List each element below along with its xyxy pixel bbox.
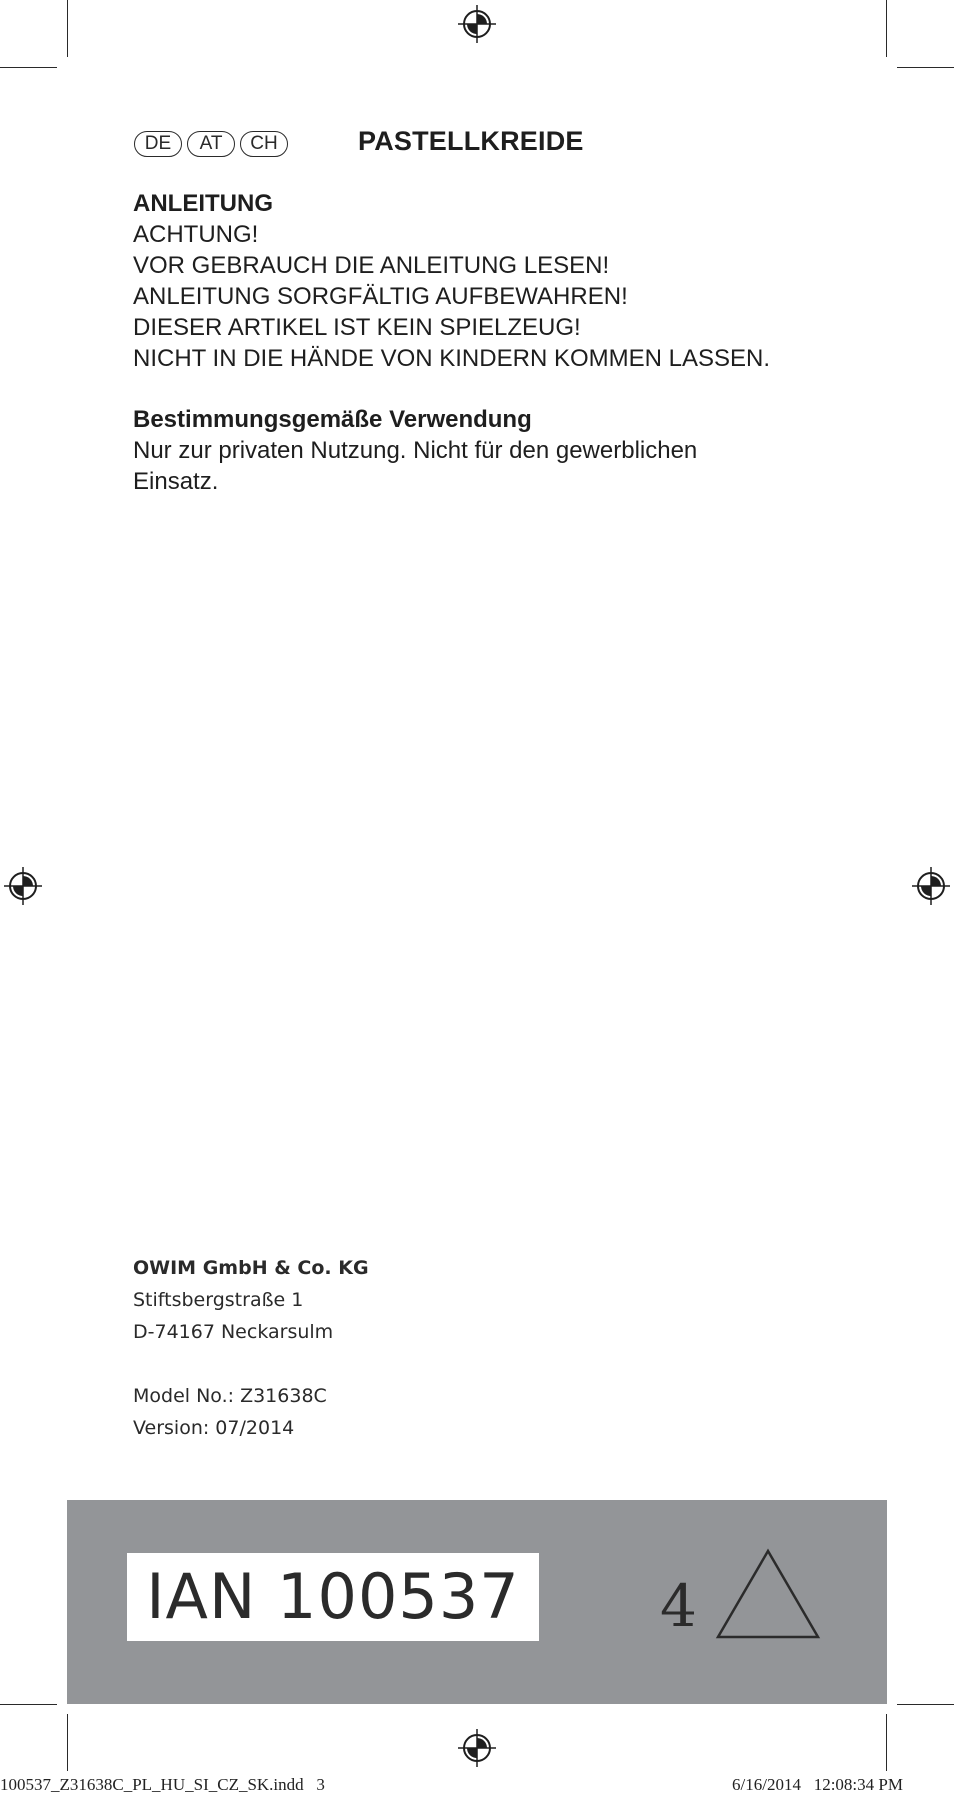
triangle-icon <box>713 1545 823 1645</box>
slug-timestamp: 6/16/2014 12:08:34 PM <box>732 1775 903 1794</box>
intended-use-text: Einsatz. <box>133 468 219 495</box>
crop-mark <box>886 1714 887 1771</box>
manufacturer-street: Stiftsbergstraße 1 <box>133 1289 304 1311</box>
ian-number: IAN 100537 <box>127 1553 539 1641</box>
crop-mark <box>0 67 57 68</box>
country-badge-at: AT <box>187 131 235 157</box>
registration-mark-icon <box>911 866 951 906</box>
registration-mark-icon <box>3 866 43 906</box>
crop-mark <box>67 0 68 57</box>
manufacturer-city: D-74167 Neckarsulm <box>133 1321 334 1343</box>
registration-mark-icon <box>457 4 497 44</box>
manufacturer-name: OWIM GmbH & Co. KG <box>133 1257 369 1279</box>
instruction-line: VOR GEBRAUCH DIE ANLEITUNG LESEN! <box>133 252 610 279</box>
country-badge-ch: CH <box>240 131 288 157</box>
instruction-line: DIESER ARTIKEL IST KEIN SPIELZEUG! <box>133 314 581 341</box>
registration-mark-icon <box>457 1728 497 1768</box>
crop-mark <box>0 1704 57 1705</box>
intended-use-heading: Bestimmungsgemäße Verwendung <box>133 406 532 433</box>
slug-filename: 100537_Z31638C_PL_HU_SI_CZ_SK.indd 3 <box>0 1775 325 1794</box>
instructions-heading: ANLEITUNG <box>133 190 273 217</box>
crop-mark <box>67 1714 68 1771</box>
product-title: PASTELLKREIDE <box>358 126 584 156</box>
instruction-line: ANLEITUNG SORGFÄLTIG AUFBEWAHREN! <box>133 283 628 310</box>
country-badge-de: DE <box>134 131 182 157</box>
version: Version: 07/2014 <box>133 1417 295 1439</box>
intended-use-text: Nur zur privaten Nutzung. Nicht für den gewerblichen <box>133 437 698 464</box>
crop-mark <box>897 1704 954 1705</box>
instruction-line: ACHTUNG! <box>133 221 259 248</box>
instruction-line: NICHT IN DIE HÄNDE VON KINDERN KOMMEN LASSEN. <box>133 345 770 372</box>
crop-mark <box>886 0 887 57</box>
model-number: Model No.: Z31638C <box>133 1385 327 1407</box>
country-badges <box>134 131 288 157</box>
crop-mark <box>897 67 954 68</box>
page-number: 4 <box>660 1572 697 1640</box>
